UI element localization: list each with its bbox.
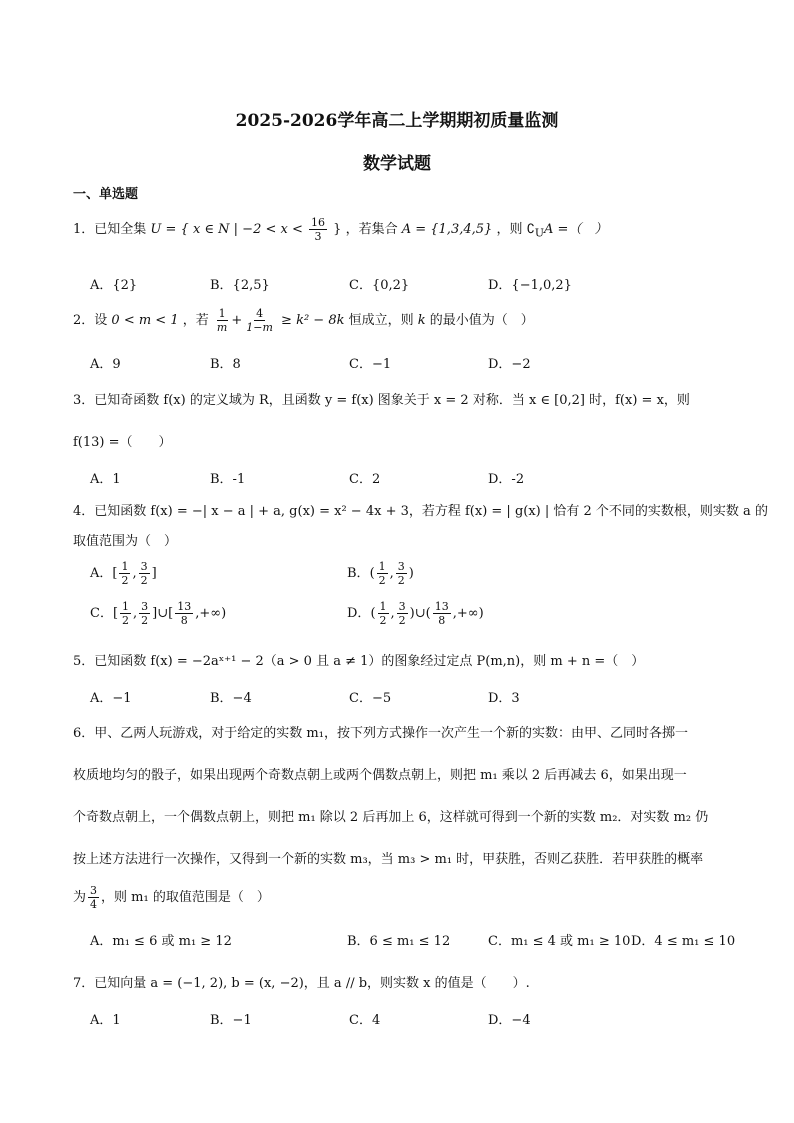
question-6-stem-line-4: 按上述方法进行一次操作，又得到一个新的实数 m₃，当 m₃ > m₁ 时，甲获胜，否则乙获胜．若甲获胜的概率 (73, 852, 704, 867)
question-4-stem-line-1: 4．已知函数 f(x) = −| x − a | + a, g(x) = x² − 4x + 3，若方程 f(x) = | g(x) | 恰有 2 个不同的实数根，则实数 a 的 (73, 504, 768, 519)
question-7-stem: 7．已知向量 a = (−1, 2), b = (x, −2)，且 a // b，则实数 x 的值是（ ）. (73, 976, 530, 991)
fraction-4-1-m: $\frac{4}{1-m}$ (246, 307, 273, 334)
fraction-3-4: $\frac{3}{4}$ (90, 884, 98, 911)
question-5-option-c: C．−5 (349, 691, 392, 706)
fraction-1-m: $\frac{1}{m}$ (216, 307, 228, 334)
question-3-stem-line-1: 3．已知奇函数 f(x) 的定义域为 R，且函数 y = f(x) 图象关于 x = 2 对称．当 x ∈ [0,2] 时，f(x) = x，则 (73, 393, 690, 408)
question-5-option-a: A．−1 (90, 691, 132, 706)
question-1-option-b: B．{2,5} (210, 278, 270, 293)
question-6-stem-line-2: 枚质地均匀的骰子，如果出现两个奇数点朝上或两个偶数点朝上，则把 m₁ 乘以 2 后再减去 6，如果出现一 (73, 768, 687, 783)
fraction-16-3: $\frac{16}{3}$ (311, 216, 325, 243)
question-5-stem: 5．已知函数 f(x) = −2aˣ⁺¹ − 2（a > 0 且 a ≠ 1）的图象经过定点 P(m,n)，则 m + n =（ ） (73, 654, 645, 669)
question-6-stem-line-1: 6．甲、乙两人玩游戏，对于给定的实数 m₁，按下列方式操作一次产生一个新的实数：由甲、乙同时各掷一 (73, 726, 688, 741)
question-4-stem-line-2: 取值范围为（ ） (73, 534, 178, 549)
question-4-option-d: D．( $\frac{1}{2}$ , $\frac{3}{2}$ )∪( $\frac{13}{8}$ ,+∞) (347, 600, 484, 627)
question-3-stem-line-2: f(13) =（ ） (73, 435, 172, 450)
exam-title: 2025-2026学年高二上学期期初质量监测 (235, 111, 559, 131)
question-3-option-a: A．1 (90, 472, 121, 487)
question-6-option-c: C．m₁ ≤ 4 或 m₁ ≥ 10 (488, 934, 631, 949)
question-2-option-d: D．−2 (488, 357, 531, 372)
question-3-option-b: B．-1 (210, 472, 246, 487)
question-2-option-b: B．8 (210, 357, 241, 372)
question-1-option-c: C．{0,2} (349, 278, 410, 293)
question-6-option-b: B．6 ≤ m₁ ≤ 12 (347, 934, 451, 949)
question-4-option-a: A．[ $\frac{1}{2}$ , $\frac{3}{2}$ ] (90, 560, 157, 587)
question-3-option-d: D．-2 (488, 472, 525, 487)
section-heading: 一、单选题 (73, 187, 139, 202)
question-2-stem: 2．设 0 < m < 1 ，若 $\frac{1}{m}$ + $\frac{4}{1-m}$ ≥ k² − 8k 恒成立，则 k 的最小值为（ ） (73, 307, 534, 334)
question-2-option-c: C．−1 (349, 357, 392, 372)
question-4-option-b: B．( $\frac{1}{2}$ , $\frac{3}{2}$ ) (347, 560, 414, 587)
question-4-option-c: C．[ $\frac{1}{2}$ , $\frac{3}{2}$ ]∪[ $\frac{13}{8}$ ,+∞) (90, 600, 227, 627)
exam-subtitle: 数学试题 (363, 154, 431, 174)
question-7-option-d: D．−4 (488, 1013, 531, 1028)
question-5-option-b: B．−4 (210, 691, 252, 706)
question-3-option-c: C．2 (349, 472, 381, 487)
question-7-option-a: A．1 (90, 1013, 121, 1028)
question-1-option-a: A．{2} (90, 278, 138, 293)
question-1-stem: 1．已知全集 U = { x ∈ N | −2 < x < $\frac{16}{3}$ } ，若集合 A = {1,3,4,5} ，则 $∁_UA$ =（ ） (73, 216, 608, 243)
question-1-option-d: D．{−1,0,2} (488, 278, 572, 293)
question-7-option-c: C．4 (349, 1013, 381, 1028)
question-6-option-d: D．4 ≤ m₁ ≤ 10 (631, 934, 736, 949)
question-2-option-a: A．9 (90, 357, 121, 372)
question-7-option-b: B．−1 (210, 1013, 252, 1028)
question-6-stem-line-3: 个奇数点朝上，一个偶数点朝上，则把 m₁ 除以 2 后再加上 6，这样就可得到一个新的实数 m₂．对实数 m₂ 仍 (73, 810, 709, 825)
question-6-stem-line-5: 为 $\frac{3}{4}$ ，则 m₁ 的取值范围是（ ） (73, 884, 270, 911)
question-5-option-d: D．3 (488, 691, 520, 706)
question-6-option-a: A．m₁ ≤ 6 或 m₁ ≥ 12 (90, 934, 232, 949)
